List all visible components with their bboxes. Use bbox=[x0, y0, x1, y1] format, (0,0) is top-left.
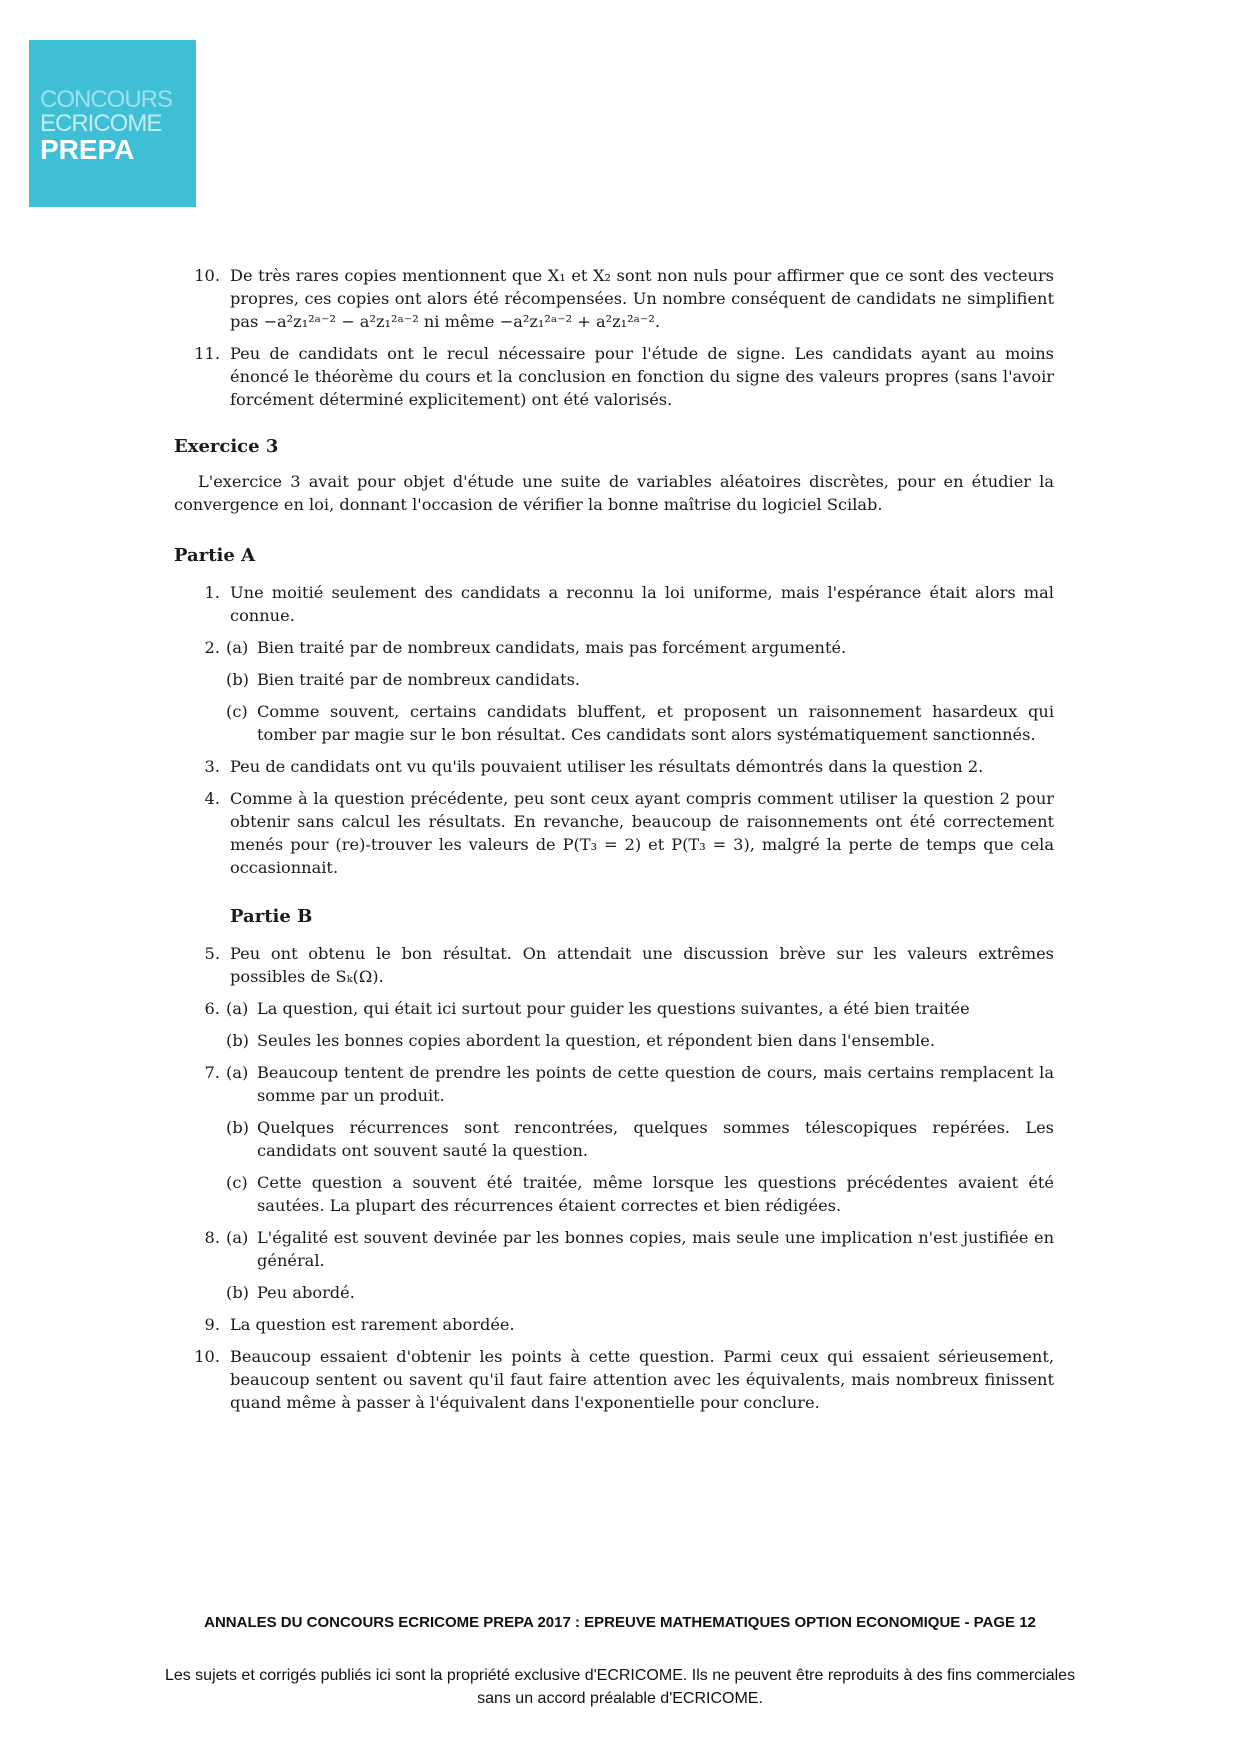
list-item bbox=[174, 1116, 1054, 1162]
page-content bbox=[174, 264, 1054, 1423]
item-text: De très rares copies mentionnent que X₁ et X₂ sont non nuls pour affirmer que ce sont des vecteurs propres, ces copies ont alors été récompensées. Un nombre conséquent de candidats ne simplifient pas −a²z₁²ᵃ⁻² − a²z₁²ᵃ⁻² ni même −a²z₁²ᵃ⁻² + a²z₁²ᵃ⁻². bbox=[230, 266, 1054, 331]
item-text: Comme à la question précédente, peu sont ceux ayant compris comment utiliser la question 2 pour obtenir sans calcul les résultats. En revanche, beaucoup de raisonnements ont été correctement menés pour (re)-trouver les valeurs de P(T₃ = 2) et P(T₃ = 3), malgré la perte de temps que cela occasionnait. bbox=[230, 789, 1054, 877]
part-b-title: Partie B bbox=[230, 906, 313, 927]
exercise-intro: L'exercice 3 avait pour objet d'étude une suite de variables aléatoires discrètes, pour en étudier la convergence en loi, donnant l'occasion de vérifier la bonne maîtrise du logiciel Scilab. bbox=[174, 472, 1054, 514]
item-text: Peu de candidats ont vu qu'ils pouvaient utiliser les résultats démontrés dans la question 2. bbox=[230, 757, 984, 776]
item-number: 1. bbox=[204, 583, 220, 602]
sub-item-label: (b) bbox=[226, 1031, 249, 1050]
item-text: Cette question a souvent été traitée, même lorsque les questions précédentes avaient été sautées. La plupart des récurrences étaient correctes et bien rédigées. bbox=[257, 1173, 1054, 1215]
list-item bbox=[174, 942, 1054, 988]
sub-item-label: (c) bbox=[226, 702, 248, 721]
list-item bbox=[174, 1313, 1054, 1336]
item-text: Comme souvent, certains candidats bluffent, et proposent un raisonnement hasardeux qui tomber par magie sur le bon résultat. Ces candidats sont alors systématiquement sanctionnés. bbox=[257, 702, 1054, 744]
item-text: Peu de candidats ont le recul nécessaire pour l'étude de signe. Les candidats ayant au moins énoncé le théorème du cours et la conclusion en fonction du signe des valeurs propres (sans l'avoir forcément déterminé explicitement) ont été valorisés. bbox=[230, 344, 1054, 409]
item-number: 10. bbox=[194, 266, 220, 285]
list-item bbox=[174, 700, 1054, 746]
item-number: 2. bbox=[204, 638, 220, 657]
item-number: 3. bbox=[204, 757, 220, 776]
item-text: Une moitié seulement des candidats a reconnu la loi uniforme, mais l'espérance était alors mal connue. bbox=[230, 583, 1054, 625]
list-item bbox=[174, 1281, 1054, 1304]
item-number: 7. bbox=[204, 1063, 220, 1082]
list-item bbox=[174, 1029, 1054, 1052]
list-item bbox=[174, 581, 1054, 627]
item-text: Beaucoup essaient d'obtenir les points à cette question. Parmi ceux qui essaient sérieusement, beaucoup sentent ou savent qu'il faut faire attention avec les équivalents, mais nombreux finissent quand même à passer à l'équivalent dans l'exponentielle pour conclure. bbox=[230, 1347, 1054, 1412]
item-text: Beaucoup tentent de prendre les points de cette question de cours, mais certains remplacent la somme par un produit. bbox=[257, 1063, 1054, 1105]
list-item bbox=[174, 1345, 1054, 1414]
list-item bbox=[174, 636, 1054, 659]
logo-line-prepa: PREPA bbox=[40, 134, 135, 165]
list-item bbox=[174, 755, 1054, 778]
item-text: Bien traité par de nombreux candidats, mais pas forcément argumenté. bbox=[257, 638, 847, 657]
list-item bbox=[174, 264, 1054, 333]
item-number: 10. bbox=[194, 1347, 220, 1366]
ecricome-logo bbox=[29, 40, 196, 207]
sub-item-label: (b) bbox=[226, 670, 249, 689]
sub-item-label: (a) bbox=[226, 1063, 249, 1082]
list-item bbox=[174, 787, 1054, 879]
part-a-title: Partie A bbox=[174, 545, 256, 566]
item-number: 8. bbox=[204, 1228, 220, 1247]
sub-item-label: (c) bbox=[226, 1173, 248, 1192]
item-number: 6. bbox=[204, 999, 220, 1018]
footer-copyright-note: Les sujets et corrigés publiés ici sont la propriété exclusive d'ECRICOME. Ils ne peuvent être reproduits à des fins commerciales sans un accord préalable d'ECRICOME. bbox=[164, 1667, 1076, 1707]
exercise-title: Exercice 3 bbox=[174, 436, 279, 457]
sub-item-label: (a) bbox=[226, 999, 249, 1018]
sub-item-label: (b) bbox=[226, 1118, 249, 1137]
item-number: 9. bbox=[204, 1315, 220, 1334]
item-text: Seules les bonnes copies abordent la question, et répondent bien dans l'ensemble. bbox=[257, 1031, 936, 1050]
item-text: Peu ont obtenu le bon résultat. On attendait une discussion brève sur les valeurs extrêmes possibles de Sₖ(Ω). bbox=[230, 944, 1054, 986]
item-text: Bien traité par de nombreux candidats. bbox=[257, 670, 581, 689]
sub-item-label: (b) bbox=[226, 1283, 249, 1302]
list-item bbox=[174, 1226, 1054, 1272]
footer-title: ANNALES DU CONCOURS ECRICOME PREPA 2017 : EPREUVE MATHEMATIQUES OPTION ECONOMIQUE - PAGE 12 bbox=[204, 1614, 1036, 1631]
item-text: L'égalité est souvent devinée par les bonnes copies, mais seule une implication n'est justifiée en général. bbox=[257, 1228, 1054, 1270]
sub-item-label: (a) bbox=[226, 638, 249, 657]
item-number: 5. bbox=[204, 944, 220, 963]
list-item bbox=[174, 342, 1054, 411]
list-item bbox=[174, 997, 1054, 1020]
logo-line-ecricome: ECRICOME bbox=[40, 110, 162, 137]
list-item bbox=[174, 1171, 1054, 1217]
item-text: La question est rarement abordée. bbox=[230, 1315, 515, 1334]
list-item bbox=[174, 668, 1054, 691]
logo-line-concours: CONCOURS bbox=[40, 86, 173, 113]
item-text: Peu abordé. bbox=[257, 1283, 355, 1302]
item-text: Quelques récurrences sont rencontrées, quelques sommes télescopiques repérées. Les candidats ont souvent sauté la question. bbox=[257, 1118, 1054, 1160]
item-text: La question, qui était ici surtout pour guider les questions suivantes, a été bien traitée bbox=[257, 999, 970, 1018]
list-item bbox=[174, 1061, 1054, 1107]
item-number: 11. bbox=[194, 344, 220, 363]
sub-item-label: (a) bbox=[226, 1228, 249, 1247]
item-number: 4. bbox=[204, 789, 220, 808]
